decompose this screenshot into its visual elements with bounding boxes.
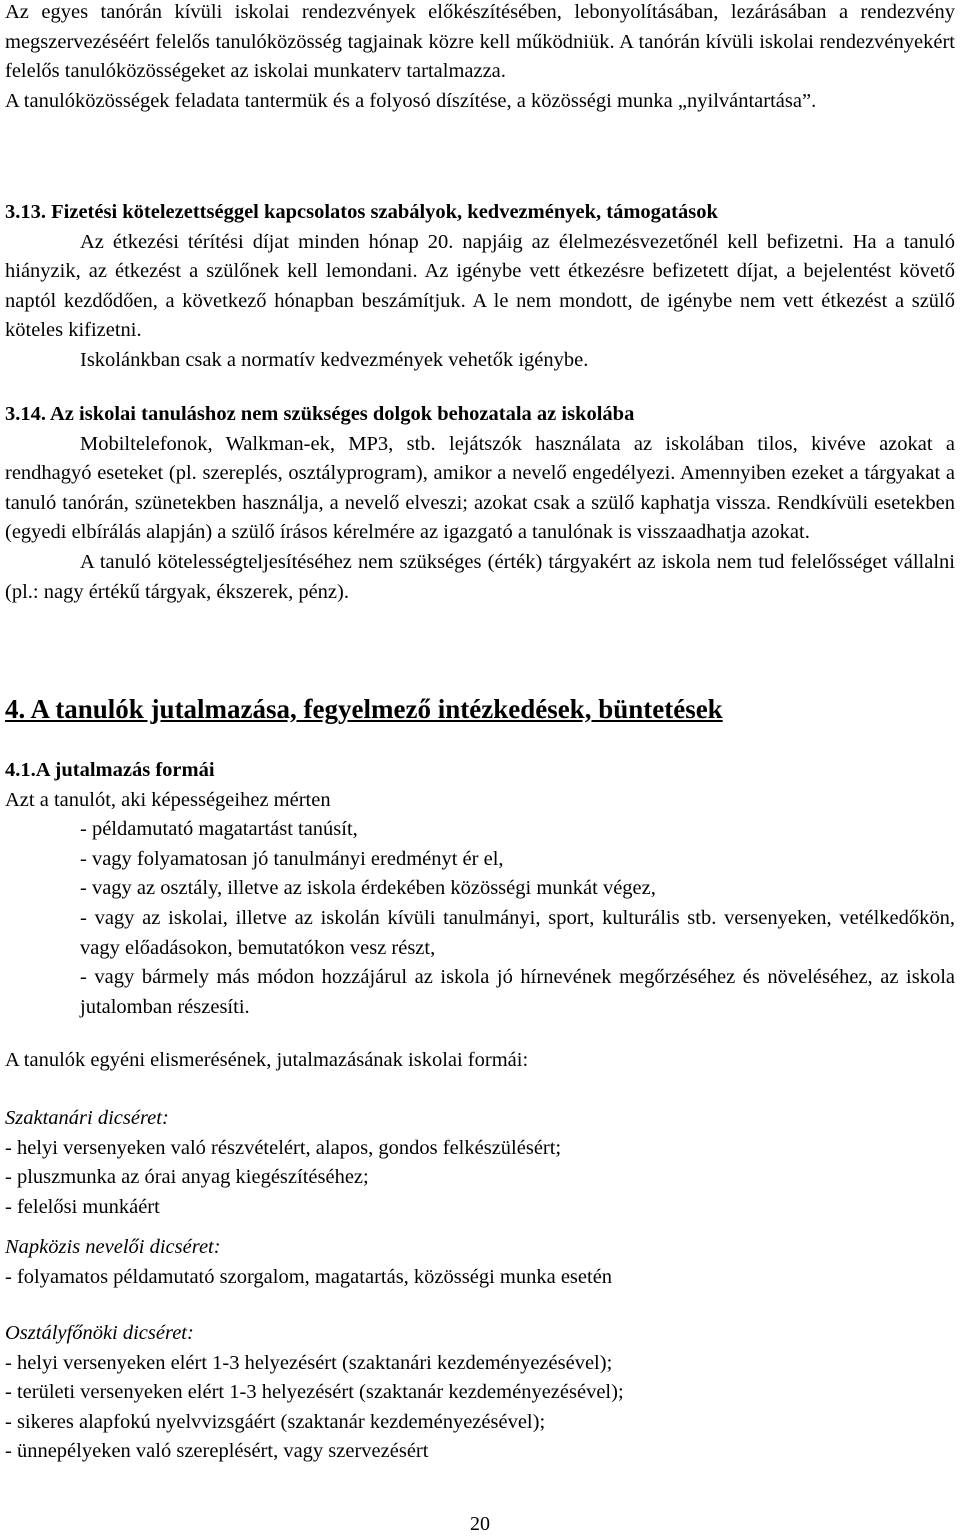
reward-criteria-list (5, 815, 955, 1022)
section-4-1-lead: Azt a tanulót, aki képességeihez mérten (5, 788, 331, 811)
intro-section (5, 0, 955, 116)
list-item: - vagy az osztály, illetve az iskola érdekében közösségi munkát végez, (80, 877, 656, 900)
intro-paragraph-2: A tanulóközösségek feladata tantermük és a folyosó díszítése, a közösségi munka „nyilvántartása”. (5, 89, 817, 112)
section-3-14-paragraph-2: A tanuló kötelességteljesítéséhez nem szükséges (érték) tárgyakért az iskola nem tud felelősséget vállalni (pl.: nagy értékű tárgyak, ékszerek, pénz). (5, 550, 955, 603)
list-item: - pluszmunka az órai anyag kiegészítéséhez; (5, 1166, 369, 1189)
list-item: - vagy az iskolai, illetve az iskolán kívüli tanulmányi, sport, kulturális stb. versenyeken, vetélkedőkön, vagy előadásokon, bemutatókon vesz részt, (80, 906, 955, 959)
list-item: - sikeres alapfokú nyelvvizsgáért (szaktanár kezdeményezésével); (5, 1410, 546, 1433)
award-title: Szaktanári dicséret: (5, 1107, 169, 1129)
section-4-1-heading: 4.1.A jutalmazás formái (5, 759, 215, 781)
section-3-14-paragraph-1: Mobiltelefonok, Walkman-ek, MP3, stb. lejátszók használata az iskolában tilos, kivéve azokat a rendhagyó eseteket (pl. szereplés, osztályprogram), amikor a nevelő engedélyezi. Amennyiben ezeket a tárgyakat a tanuló tanórán, szünetekben használja, a nevelő elveszi; azokat csak a szülő kaphatja vissza. Rendkívüli esetekben (egyedi elbírálás alapján) a szülő írásos kérelmére az igazgató a tanulónak is visszaadhatja azokat. (5, 432, 955, 544)
section-3-13-heading: 3.13. Fizetési kötelezettséggel kapcsolatos szabályok, kedvezmények, támogatások (5, 201, 718, 223)
section-3-13-paragraph-2: Iskolánkban csak a normatív kedvezmények vehetők igénybe. (80, 348, 589, 371)
list-item: - vagy folyamatosan jó tanulmányi eredményt ér el, (80, 847, 504, 870)
section-3-14 (5, 400, 955, 607)
chapter-4-heading: 4. A tanulók jutalmazása, fegyelmező intézkedések, büntetések (5, 694, 723, 724)
award-teacher-praise (5, 1104, 955, 1222)
section-3-13 (5, 198, 955, 376)
list-item: - felelősi munkáért (5, 1195, 160, 1218)
list-item: - példamutató magatartást tanúsít, (80, 818, 358, 841)
award-title: Osztályfőnöki dicséret: (5, 1322, 194, 1344)
list-item: - területi versenyeken elért 1-3 helyezésért (szaktanár kezdeményezésével); (5, 1381, 624, 1404)
list-item: - vagy bármely más módon hozzájárul az iskola jó hírnevének megőrzéséhez és növeléséhez, az iskola jutalomban részesíti. (80, 966, 955, 1018)
award-daycare-praise (5, 1233, 955, 1292)
intro-paragraph-1: Az egyes tanórán kívüli iskolai rendezvények előkészítésében, lebonyolításában, lezárásában a rendezvény megszervezéséért felelős tanulóközösség tagjainak közre kell működniük. A tanórán kívüli iskolai rendezvényekért felelős tanulóközösségeket az iskolai munkaterv tartalmazza. (5, 1, 955, 83)
page-number: 20 (470, 1513, 490, 1535)
list-item: - helyi versenyeken való részvételért, alapos, gondos felkészülésért; (5, 1136, 562, 1159)
award-forms-intro-block (5, 1046, 955, 1076)
award-forms-intro: A tanulók egyéni elismerésének, jutalmazásának iskolai formái: (5, 1049, 529, 1071)
list-item: - helyi versenyeken elért 1-3 helyezésért (szaktanári kezdeményezésével); (5, 1351, 613, 1374)
list-item: - ünnepélyeken való szereplésért, vagy szervezésért (5, 1440, 429, 1463)
award-title: Napközis nevelői dicséret: (5, 1236, 221, 1258)
section-4-1 (5, 756, 955, 1022)
section-3-14-heading: 3.14. Az iskolai tanuláshoz nem szükséges dolgok behozatala az iskolába (5, 403, 635, 425)
chapter-4 (5, 692, 955, 726)
award-form-teacher-praise (5, 1319, 955, 1467)
section-3-13-paragraph-1: Az étkezési térítési díjat minden hónap 20. napjáig az élelmezésvezetőnél kell befizetni. Ha a tanuló hiányzik, az étkezést a szülőnek kell lemondani. Az igénybe vett étkezésre befizetett díjat, a bejelentést követő naptól kezdődően, a következő hónapban beszámítjuk. A le nem mondott, de igénybe nem vett étkezést a szülő köteles kifizetni. (5, 230, 955, 342)
list-item: - folyamatos példamutató szorgalom, magatartás, közösségi munka esetén (5, 1265, 613, 1288)
